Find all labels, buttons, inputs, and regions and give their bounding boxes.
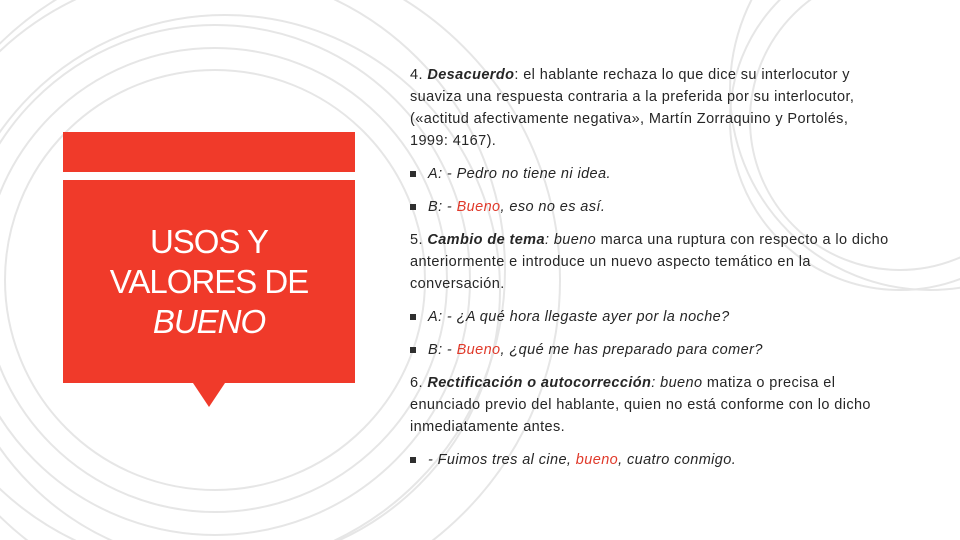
item-6-definition: matiza o precisa el enunciado previo del hablante, quien no está conforme con lo dicho inmediatamente antes. — [410, 375, 871, 435]
example-marker: bueno — [575, 452, 619, 468]
item-5-paragraph — [410, 229, 890, 295]
example-text: A: - ¿A qué hora llegaste ayer por la noche? — [428, 309, 730, 325]
item-4-term: Desacuerdo — [427, 67, 515, 83]
item-5-number: 5. — [410, 232, 423, 248]
item-6-number: 6. — [410, 375, 423, 391]
item-6-colon: : — [651, 375, 661, 391]
bullet-square-icon — [410, 204, 416, 210]
item-4-number: 4. — [410, 67, 423, 83]
bullet-square-icon — [410, 171, 416, 177]
example-prefix: - Fuimos tres al cine, — [428, 452, 576, 468]
item-5-example-1 — [410, 306, 890, 328]
bullet-square-icon — [410, 314, 416, 320]
example-suffix: , cuatro conmigo. — [618, 452, 737, 468]
bullet-square-icon — [410, 347, 416, 353]
item-4-example-2 — [410, 196, 890, 218]
item-6-paragraph — [410, 372, 890, 438]
title-line-2: VALORES DE — [109, 263, 309, 300]
example-prefix: B: - — [428, 199, 457, 215]
item-6-term: Rectificación o autocorrección — [427, 375, 652, 391]
item-6-example-1 — [410, 449, 890, 471]
item-5-colon: : — [544, 232, 554, 248]
item-5-term: Cambio de tema — [427, 232, 545, 248]
item-5-example-2 — [410, 339, 890, 361]
title-line-1: USOS Y — [149, 223, 269, 260]
content-area — [410, 64, 890, 482]
example-suffix: , eso no es así. — [500, 199, 606, 215]
red-accent-strip — [63, 132, 355, 172]
example-text: A: - Pedro no tiene ni idea. — [428, 166, 611, 182]
item-4-example-1 — [410, 163, 890, 185]
title-panel-pointer — [193, 383, 225, 407]
item-4-paragraph — [410, 64, 890, 152]
item-6-marker: bueno — [660, 375, 703, 391]
example-suffix: , ¿qué me has preparado para comer? — [500, 342, 763, 358]
example-marker: Bueno — [456, 199, 501, 215]
item-5-definition: marca una ruptura con respecto a lo dicho anteriormente e introduce un nuevo aspecto temático en la conversación. — [410, 232, 889, 292]
title-line-3: BUENO — [152, 303, 266, 340]
item-5-marker: bueno — [553, 232, 597, 248]
bullet-square-icon — [410, 457, 416, 463]
item-4-definition: : el hablante rechaza lo que dice su interlocutor y suaviza una respuesta contraria a la preferida por su interlocutor, («actitud afectivamente negativa», Martín Zorraquino y Portolés, 1999: 4167). — [410, 67, 855, 149]
example-prefix: B: - — [428, 342, 457, 358]
slide-title — [63, 222, 355, 342]
example-marker: Bueno — [456, 342, 501, 358]
